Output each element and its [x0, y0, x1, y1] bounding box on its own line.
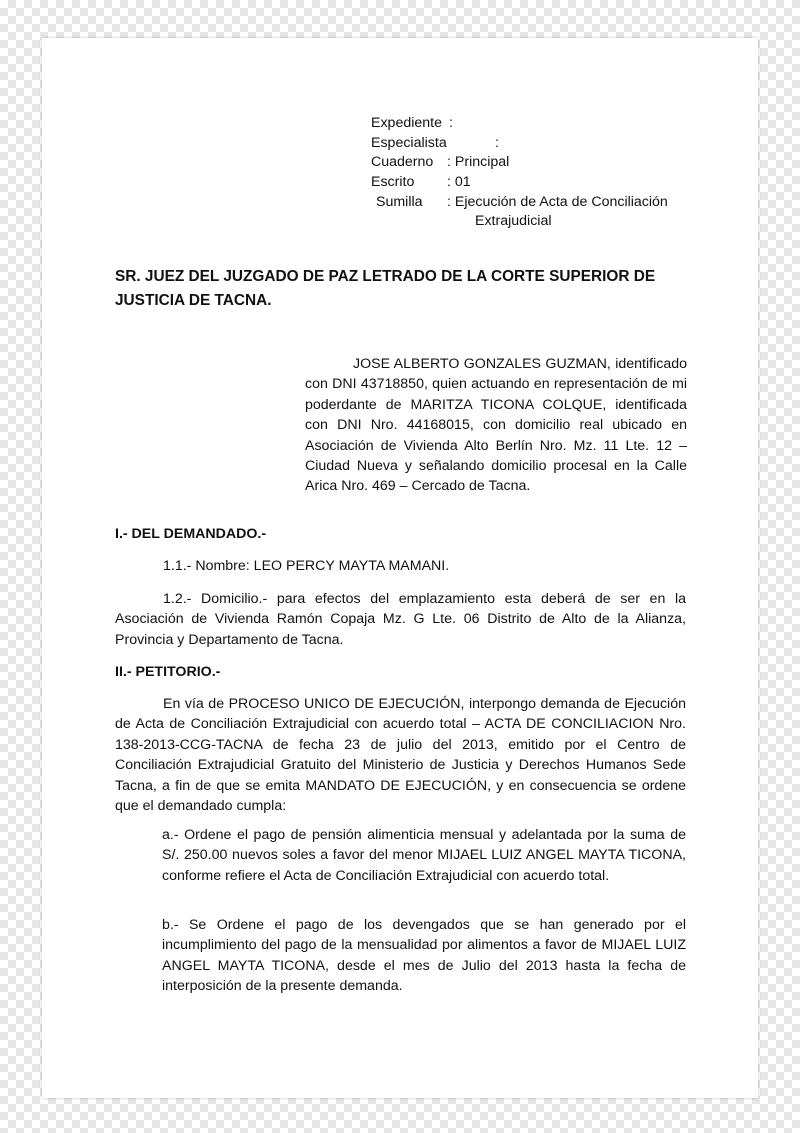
header-value: : 01 [447, 174, 471, 191]
section-heading-petitorio: II.- PETITORIO.- [115, 664, 221, 680]
header-label: Cuaderno [371, 154, 434, 171]
list-item-a: a.- Ordene el pago de pensión alimenticia mensual y adelantada por la suma de S/. 250.00 nuevos soles a favor del menor MIJAEL LUIZ ANGEL MAYTA TICONA, conforme refiere el Acta de Conciliación Extrajudicial con acuerdo total. [162, 827, 686, 884]
list-item-b: b.- Se Ordene el pago de los devengados que se han generado por el incumplimiento del pago de la mensualidad por alimentos a favor de MIJAEL LUIZ ANGEL MAYTA TICONA, desde el mes de Julio del 2013 hasta la fecha de interposición de la presente demanda. [162, 917, 686, 995]
header-label: Escrito [371, 174, 415, 191]
document-title: SR. JUEZ DEL JUZGADO DE PAZ LETRADO DE LA CORTE SUPERIOR DE JUSTICIA DE TACNA. [115, 268, 656, 309]
paragraph-nombre: 1.1.- Nombre: LEO PERCY MAYTA MAMANI. [163, 558, 450, 574]
header-value: : [449, 115, 453, 131]
header-value: : Principal [447, 154, 510, 171]
header-value: : Ejecución de Acta de Conciliación [447, 193, 668, 210]
header-value: : [495, 134, 499, 151]
header-label: Sumilla [376, 193, 423, 210]
paragraph-petitorio: En vía de PROCESO UNICO DE EJECUCIÓN, interpongo demanda de Ejecución de Acta de Conciliación Extrajudicial con acuerdo total – ACTA DE CONCILIACION Nro. 138-2013-CCG-TACNA de fecha 23 de julio del 2013, emitido por el Centro de Conciliación Extrajudicial Gratuito del Ministerio de Justicia y Derechos Humanos Sede Tacna, a fin de que se emita MANDATO DE EJECUCIÓN, y en consecuencia se ordene que el demandado cumpla: [115, 696, 686, 815]
paragraph-domicilio: 1.2.- Domicilio.- para efectos del emplazamiento esta deberá de ser en la Asociación de Vivienda Ramón Copaja Mz. G Lte. 06 Distrito de Alto de la Alianza, Provincia y Departamento de Tacna. [115, 591, 686, 648]
section-heading-demandado: I.- DEL DEMANDADO.- [115, 526, 267, 542]
header-label: Especialista [371, 134, 447, 151]
header-label: Expediente [371, 115, 442, 131]
intro-paragraph: JOSE ALBERTO GONZALES GUZMAN, identificado con DNI 43718850, quien actuando en representación de mi poderdante de MARITZA TICONA COLQUE, identificada con DNI Nro. 44168015, con domicilio real ubicado en Asociación de Vivienda Alto Berlín Nro. Mz. 11 Lte. 12 – Ciudad Nueva y señalando domicilio procesal en la Calle Arica Nro. 469 – Cercado de Tacna. [305, 356, 687, 495]
header-value: Extrajudicial [475, 213, 552, 230]
